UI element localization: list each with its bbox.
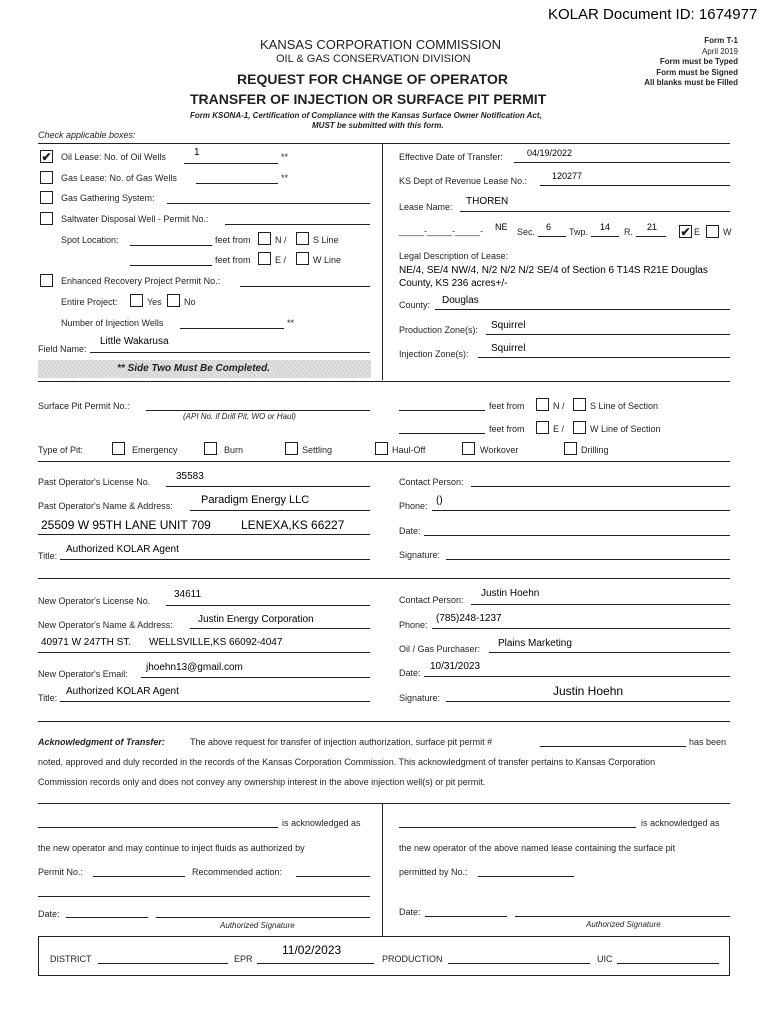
swd-label: Saltwater Disposal Well - Permit No.: — [61, 214, 209, 224]
pit-e-checkbox[interactable] — [536, 421, 549, 434]
left-is-acknowledged: is acknowledged as — [282, 818, 361, 828]
pit-e-label: E / — [553, 424, 565, 434]
county-value[interactable]: Douglas — [442, 295, 479, 306]
oil-lease-checkbox[interactable]: ✔ — [41, 150, 52, 164]
twp-line — [591, 236, 619, 237]
pit-w-label: W Line of Section — [590, 424, 661, 434]
ks-dept-value[interactable]: 120277 — [552, 171, 583, 181]
form-title-line2: TRANSFER OF INJECTION OR SURFACE PIT PERMIT — [190, 91, 547, 107]
ack-heading: Acknowledgment of Transfer: — [38, 737, 165, 747]
spot-n-label: N / — [275, 235, 287, 245]
entire-project-no-checkbox[interactable] — [167, 294, 180, 307]
past-date-line — [424, 535, 730, 536]
spot-s-label: S Line — [313, 235, 339, 245]
recommended-action-label: Recommended action: — [192, 867, 283, 877]
quarter-ne-value[interactable]: NE — [495, 222, 508, 232]
left-date-label: Date: — [38, 909, 60, 919]
pit-type-emergency-label: Emergency — [132, 445, 178, 455]
right-date-label: Date: — [399, 907, 421, 917]
gas-wells-stars: ** — [281, 173, 289, 183]
entire-project-yes-checkbox[interactable] — [130, 294, 143, 307]
footer-production-line — [448, 963, 590, 964]
past-license-value[interactable]: 35583 — [176, 471, 204, 482]
past-phone-label: Phone: — [399, 501, 428, 511]
right-new-operator-text: the new operator of the above named lease containing the surface pit — [399, 843, 676, 853]
new-contact-label: Contact Person: — [399, 595, 464, 605]
pit-type-settling-label: Settling — [302, 445, 333, 455]
surface-pit-permit-line — [146, 410, 370, 411]
past-city-value[interactable]: LENEXA,KS 66227 — [241, 518, 345, 532]
pit-type-hauloff-label: Haul-Off — [392, 445, 426, 455]
new-license-value[interactable]: 34611 — [174, 589, 202, 600]
lease-name-line — [460, 211, 730, 212]
check-boxes-label: Check applicable boxes: — [38, 130, 136, 140]
form-number: Form T-1 — [704, 36, 738, 45]
right-permitted-by-label: permitted by No.: — [399, 867, 468, 877]
ks-dept-label: KS Dept of Revenue Lease No.: — [399, 176, 528, 186]
swd-permit-line — [225, 224, 370, 225]
surface-pit-permit-label: Surface Pit Permit No.: — [38, 401, 130, 411]
footer-epr-value[interactable]: 11/02/2023 — [282, 943, 342, 957]
new-title-value[interactable]: Authorized KOLAR Agent — [66, 686, 179, 697]
past-contact-line — [471, 486, 730, 487]
section3-top-rule — [38, 461, 730, 462]
ack-text-line1: The above request for transfer of injection authorization, surface pit permit # — [190, 737, 493, 747]
pit-type-burn-label: Burn — [224, 445, 244, 455]
injection-wells-label: Number of Injection Wells — [61, 318, 164, 328]
api-note: (API No. if Drill Pit, WO or Haul) — [183, 412, 296, 421]
pit-feet-from-ew: feet from — [489, 424, 525, 434]
pit-s-label: S Line of Section — [590, 401, 659, 411]
spot-w-label: W Line — [313, 255, 342, 265]
pit-ew-feet-line — [399, 433, 485, 434]
county-line — [435, 309, 730, 310]
past-signature-label: Signature: — [399, 550, 441, 560]
legal-description-label: Legal Description of Lease: — [399, 251, 509, 261]
gas-lease-label: Gas Lease: No. of Gas Wells — [61, 173, 177, 183]
field-name-line — [90, 352, 370, 353]
twp-value[interactable]: 14 — [600, 222, 611, 232]
pit-type-emergency-checkbox[interactable] — [112, 442, 125, 455]
new-address-value[interactable]: 40971 W 247TH ST. — [41, 637, 132, 648]
right-ack-line — [399, 827, 636, 828]
form-subtitle-line1: Form KSONA-1, Certification of Compliance with the Kansas Surface Owner Notification Act, — [190, 111, 542, 120]
new-date-line — [424, 676, 730, 677]
range-w-label: W — [723, 227, 732, 237]
new-email-value[interactable]: jhoehn13@gmail.com — [146, 662, 243, 673]
right-authorized-signature: Authorized Signature — [586, 920, 661, 929]
past-license-line — [166, 486, 370, 487]
pit-type-settling-checkbox[interactable] — [285, 442, 298, 455]
spot-w-checkbox[interactable] — [296, 252, 309, 265]
new-email-label: New Operator's Email: — [38, 669, 128, 679]
oil-wells-line — [184, 163, 278, 164]
production-zone-line — [486, 334, 730, 335]
footer-production-label: PRODUCTION — [382, 954, 443, 964]
pit-ns-feet-line — [399, 410, 485, 411]
lease-name-value[interactable]: THOREN — [466, 196, 509, 207]
entire-project-label: Entire Project: — [61, 297, 118, 307]
legal-description-line1[interactable]: NE/4, SE/4 NW/4, N/2 N/2 N/2 SE/4 of Section 6 T14S R21E Douglas — [399, 265, 708, 276]
new-contact-value[interactable]: Justin Hoehn — [481, 588, 540, 599]
left-blank-line — [38, 896, 370, 897]
new-title-line — [60, 701, 370, 702]
section4-top-rule — [38, 578, 730, 579]
effective-date-value[interactable]: 04/19/2022 — [527, 148, 573, 158]
footer-epr-label: EPR — [234, 954, 253, 964]
range-value[interactable]: 21 — [647, 222, 658, 232]
left-signature-line — [156, 917, 370, 918]
spot-e-label: E / — [275, 255, 287, 265]
spot-s-checkbox[interactable] — [296, 232, 309, 245]
sec-value[interactable]: 6 — [546, 222, 552, 232]
purchaser-label: Oil / Gas Purchaser: — [399, 644, 481, 654]
new-name-value[interactable]: Justin Energy Corporation — [198, 614, 314, 625]
form-signed-note: Form must be Signed — [656, 67, 738, 77]
recommended-action-line — [296, 876, 370, 877]
footer-epr-line — [257, 963, 374, 964]
ack-permit-line — [540, 746, 686, 747]
side-two-note: ** Side Two Must Be Completed. — [117, 363, 270, 374]
form-title-line1: REQUEST FOR CHANGE OF OPERATOR — [237, 71, 508, 87]
injection-wells-line — [180, 328, 284, 329]
pit-n-checkbox[interactable] — [536, 398, 549, 411]
oil-wells-stars: ** — [281, 152, 289, 162]
left-permit-no-label: Permit No.: — [38, 867, 84, 877]
injection-zone-label: Injection Zone(s): — [399, 349, 469, 359]
legal-description-line2[interactable]: County, KS 236 acres+/- — [399, 278, 508, 289]
swd-checkbox[interactable] — [40, 212, 53, 225]
pit-type-workover-label: Workover — [480, 445, 519, 455]
past-name-label: Past Operator's Name & Address: — [38, 501, 173, 511]
new-signature-label: Signature: — [399, 693, 441, 703]
section6-top-rule — [38, 803, 730, 804]
left-ack-line — [38, 827, 278, 828]
quarter-dashes: _____-_____-_____- — [399, 226, 484, 236]
form-info-block — [644, 36, 738, 89]
gas-wells-line — [196, 183, 278, 184]
pit-type-drilling-label: Drilling — [581, 445, 609, 455]
new-signature-value[interactable]: Justin Hoehn — [553, 684, 624, 698]
new-address-line — [38, 652, 370, 653]
past-date-label: Date: — [399, 526, 421, 536]
new-license-line — [166, 605, 370, 606]
past-title-value[interactable]: Authorized KOLAR Agent — [66, 544, 179, 555]
footer-district-line — [98, 963, 228, 964]
agency-name: KANSAS CORPORATION COMMISSION — [260, 37, 502, 52]
left-authorized-signature: Authorized Signature — [220, 921, 295, 930]
new-date-label: Date: — [399, 668, 421, 678]
document-id: KOLAR Document ID: 1674977 — [548, 6, 758, 23]
gas-lease-checkbox[interactable] — [40, 171, 53, 184]
footer-uic-line — [617, 963, 719, 964]
pit-n-label: N / — [553, 401, 565, 411]
form-subtitle-line2: MUST be submitted with this form. — [312, 121, 444, 130]
range-label: R. — [624, 227, 633, 237]
twp-label: Twp. — [569, 227, 589, 237]
spot-feet-from-ns: feet from — [215, 235, 251, 245]
spot-n-checkbox[interactable] — [258, 232, 271, 245]
ack-text-line3: Commission records only and does not convey any ownership interest in the above injection well(s) or pit permit. — [38, 777, 486, 787]
past-license-label: Past Operator's License No. — [38, 477, 151, 487]
past-name-value[interactable]: Paradigm Energy LLC — [201, 494, 310, 506]
left-date-line — [66, 917, 148, 918]
field-name-label: Field Name: — [38, 344, 87, 354]
ack-has-been: has been — [689, 737, 727, 747]
eor-checkbox[interactable] — [40, 274, 53, 287]
form-date: April 2019 — [701, 46, 738, 56]
ks-dept-line — [540, 185, 730, 186]
pit-feet-from-ns: feet from — [489, 401, 525, 411]
injection-zone-value[interactable]: Squirrel — [491, 343, 526, 354]
new-phone-line — [432, 628, 730, 629]
new-city-value[interactable]: WELLSVILLE,KS 66092-4047 — [149, 637, 283, 648]
pit-type-hauloff-checkbox[interactable] — [375, 442, 388, 455]
right-is-acknowledged: is acknowledged as — [641, 818, 720, 828]
new-date-value[interactable]: 10/31/2023 — [430, 661, 481, 672]
new-name-label: New Operator's Name & Address: — [38, 620, 173, 630]
section1-top-rule — [38, 143, 730, 144]
pit-type-burn-checkbox[interactable] — [204, 442, 217, 455]
right-date-line — [425, 916, 507, 917]
section6-divider — [382, 803, 383, 936]
entire-project-yes-label: Yes — [147, 297, 162, 307]
past-signature-line — [446, 559, 730, 560]
pit-type-drilling-checkbox[interactable] — [564, 442, 577, 455]
pit-type-label: Type of Pit: — [38, 445, 84, 455]
entire-project-no-label: No — [184, 297, 196, 307]
injection-wells-stars: ** — [287, 318, 295, 328]
right-signature-line — [515, 916, 730, 917]
past-phone-line — [432, 510, 730, 511]
gas-gathering-line — [167, 203, 370, 204]
sec-label: Sec. — [517, 227, 536, 237]
gas-gathering-checkbox[interactable] — [40, 191, 53, 204]
spot-ns-feet-line — [130, 245, 212, 246]
division-name: OIL & GAS CONSERVATION DIVISION — [276, 53, 471, 65]
effective-date-label: Effective Date of Transfer: — [399, 152, 503, 162]
purchaser-value[interactable]: Plains Marketing — [498, 638, 572, 649]
new-email-line — [141, 677, 370, 678]
past-address-line — [38, 534, 370, 535]
lease-name-label: Lease Name: — [399, 202, 453, 212]
purchaser-line — [489, 652, 730, 653]
new-phone-value[interactable]: (785)248-1237 — [436, 613, 502, 624]
pit-type-workover-checkbox[interactable] — [462, 442, 475, 455]
footer-district-label: DISTRICT — [50, 954, 92, 964]
spot-feet-from-ew: feet from — [215, 255, 251, 265]
past-phone-value[interactable]: () — [436, 495, 443, 506]
form-typed-note: Form must be Typed — [659, 57, 738, 66]
section2-top-rule — [38, 381, 730, 382]
pit-s-checkbox[interactable] — [573, 398, 586, 411]
spot-e-checkbox[interactable] — [258, 252, 271, 265]
production-zone-value[interactable]: Squirrel — [491, 320, 526, 331]
production-zone-label: Production Zone(s): — [399, 325, 479, 335]
range-e-label: E — [694, 227, 701, 237]
past-address-value[interactable]: 25509 W 95TH LANE UNIT 709 — [41, 518, 211, 532]
field-name-value[interactable]: Little Wakarusa — [100, 336, 169, 347]
section5-top-rule — [38, 721, 730, 722]
range-e-checkbox[interactable]: ✔ — [680, 225, 691, 239]
range-w-checkbox[interactable] — [706, 225, 719, 238]
section1-divider — [382, 143, 383, 380]
form-blanks-note: All blanks must be Filled — [644, 78, 738, 87]
effective-date-line — [514, 162, 730, 163]
footer-uic-label: UIC — [597, 954, 613, 964]
pit-w-checkbox[interactable] — [573, 421, 586, 434]
left-new-operator-text: the new operator and may continue to inject fluids as authorized by — [38, 843, 305, 853]
range-line — [636, 236, 666, 237]
past-title-line — [60, 559, 370, 560]
ack-text-line2: noted, approved and duly recorded in the records of the Kansas Corporation Commission. This acknowledgment of transfer pertains to Kansas Corporation — [38, 757, 656, 767]
injection-zone-line — [478, 357, 730, 358]
right-permitted-by-line — [478, 876, 574, 877]
sec-line — [538, 236, 566, 237]
new-name-line — [190, 628, 370, 629]
left-permit-no-line — [93, 876, 185, 877]
new-phone-label: Phone: — [399, 620, 428, 630]
past-name-line — [190, 510, 370, 511]
eor-permit-line — [240, 286, 370, 287]
new-signature-line — [446, 701, 730, 702]
spot-ew-feet-line — [130, 265, 212, 266]
county-label: County: — [399, 300, 431, 310]
oil-lease-label: Oil Lease: No. of Oil Wells — [61, 152, 166, 162]
new-contact-line — [471, 604, 730, 605]
past-title-label: Title: — [38, 551, 58, 561]
spot-location-label: Spot Location: — [61, 235, 119, 245]
gas-gathering-label: Gas Gathering System: — [61, 193, 155, 203]
past-contact-label: Contact Person: — [399, 477, 464, 487]
oil-wells-value[interactable]: 1 — [194, 147, 200, 158]
eor-label: Enhanced Recovery Project Permit No.: — [61, 276, 221, 286]
new-license-label: New Operator's License No. — [38, 596, 151, 606]
new-title-label: Title: — [38, 693, 58, 703]
